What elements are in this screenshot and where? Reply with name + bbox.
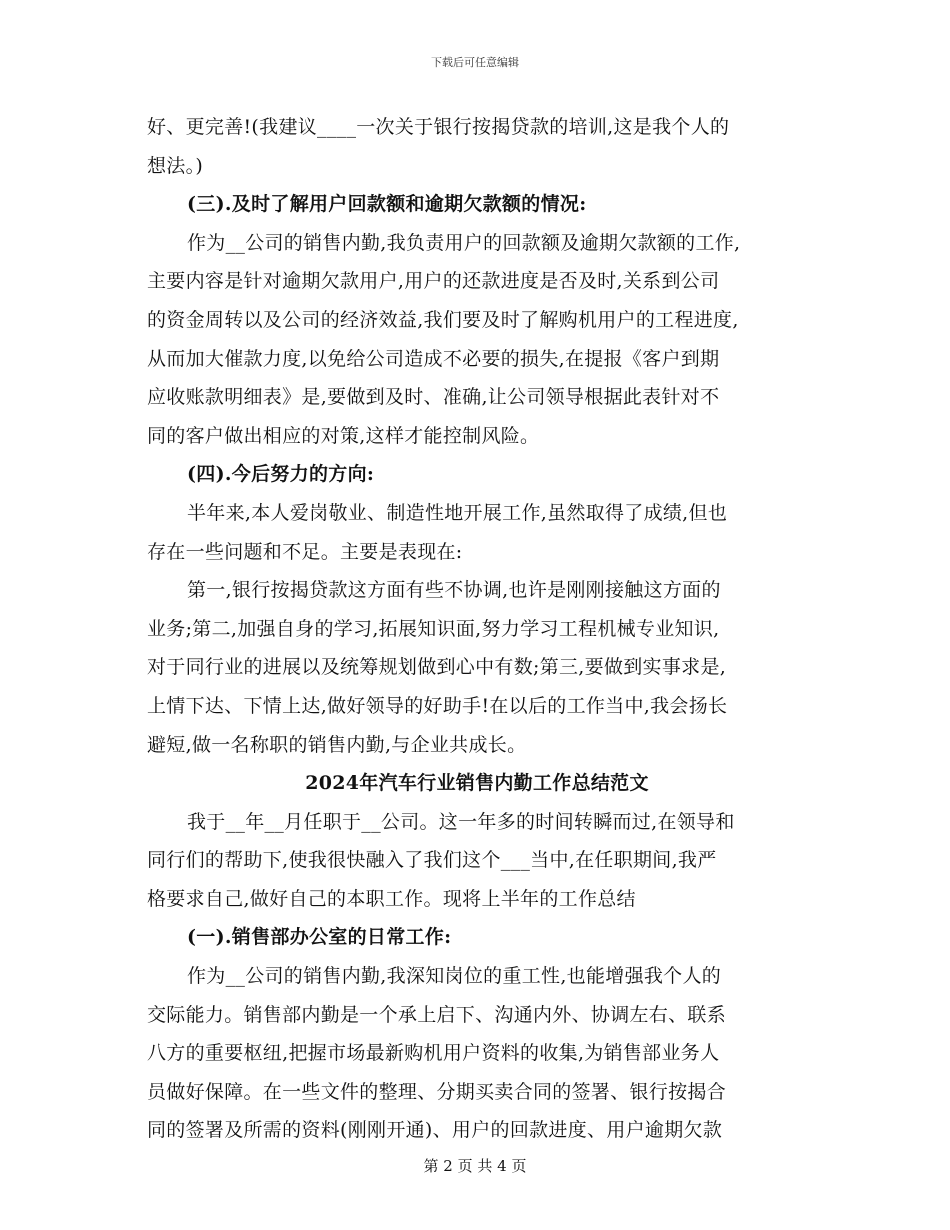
- section-heading: (三).及时了解用户回款额和逾期欠款额的情况:: [187, 193, 587, 216]
- text-line: 对于同行业的进展以及统筹规划做到心中有数;第三,要做到实事求是,: [147, 656, 727, 679]
- text-line: 我于__年__月任职于__公司。这一年多的时间转瞬而过,在领导和: [187, 810, 735, 833]
- text-line: 员做好保障。在一些文件的整理、分期买卖合同的签署、银行按揭合: [147, 1080, 727, 1103]
- text-line: 好、更完善!(我建议____一次关于银行按揭贷款的培训,这是我个人的: [147, 116, 730, 138]
- text-line: 上情下达、下情上达,做好领导的好助手!在以后的工作当中,我会扬长: [147, 694, 728, 717]
- text-line: 业务;第二,加强自身的学习,拓展知识面,努力学习工程机械专业知识,: [147, 617, 720, 640]
- text-line: 从而加大催款力度,以免给公司造成不必要的损失,在提报《客户到期: [147, 347, 720, 370]
- text-line: 存在一些问题和不足。主要是表现在:: [147, 540, 463, 563]
- text-line: 八方的重要枢纽,把握市场最新购机用户资料的收集,为销售部业务人: [147, 1042, 720, 1065]
- text-line: 交际能力。销售部内勤是一个承上启下、沟通内外、协调左右、联系: [147, 1003, 727, 1026]
- text-line: 应收账款明细表》是,要做到及时、准确,让公司领导根据此表针对不: [147, 386, 720, 409]
- section-heading: (一).销售部办公室的日常工作:: [187, 926, 452, 949]
- text-line: 格要求自己,做好自己的本职工作。现将上半年的工作总结: [147, 887, 636, 910]
- text-line: 想法。): [147, 154, 204, 177]
- text-line: 作为__公司的销售内勤,我负责用户的回款额及逾期欠款额的工作,: [187, 231, 741, 254]
- section-heading: (四).今后努力的方向:: [187, 463, 375, 486]
- page-header-note: 下载后可任意编辑: [431, 56, 519, 69]
- text-line: 避短,做一名称职的销售内勤,与企业共成长。: [147, 733, 527, 756]
- page-footer-pagination: 第 2 页 共 4 页: [423, 1157, 527, 1175]
- document-body: [147, 108, 807, 1150]
- text-line: 同的客户做出相应的对策,这样才能控制风险。: [147, 424, 540, 447]
- text-line: 主要内容是针对逾期欠款用户,用户的还款进度是否及时,关系到公司: [147, 270, 720, 293]
- text-line: 第一,银行按揭贷款这方面有些不协调,也许是刚刚接触这方面的: [187, 579, 721, 602]
- text-line: 半年来,本人爱岗敬业、制造性地开展工作,虽然取得了成绩,但也: [187, 501, 728, 524]
- text-line: 的资金周转以及公司的经济效益,我们要及时了解购机用户的工程进度,: [147, 308, 739, 331]
- text-line: 同行们的帮助下,使我很快融入了我们这个___当中,在任职期间,我严: [147, 849, 717, 872]
- section-title: 2024年汽车行业销售内勤工作总结范文: [305, 772, 649, 795]
- text-line: 作为__公司的销售内勤,我深知岗位的重工性,也能增强我个人的: [187, 965, 722, 988]
- text-line: 同的签署及所需的资料(刚刚开通)、用户的回款进度、用户逾期欠款: [147, 1119, 723, 1142]
